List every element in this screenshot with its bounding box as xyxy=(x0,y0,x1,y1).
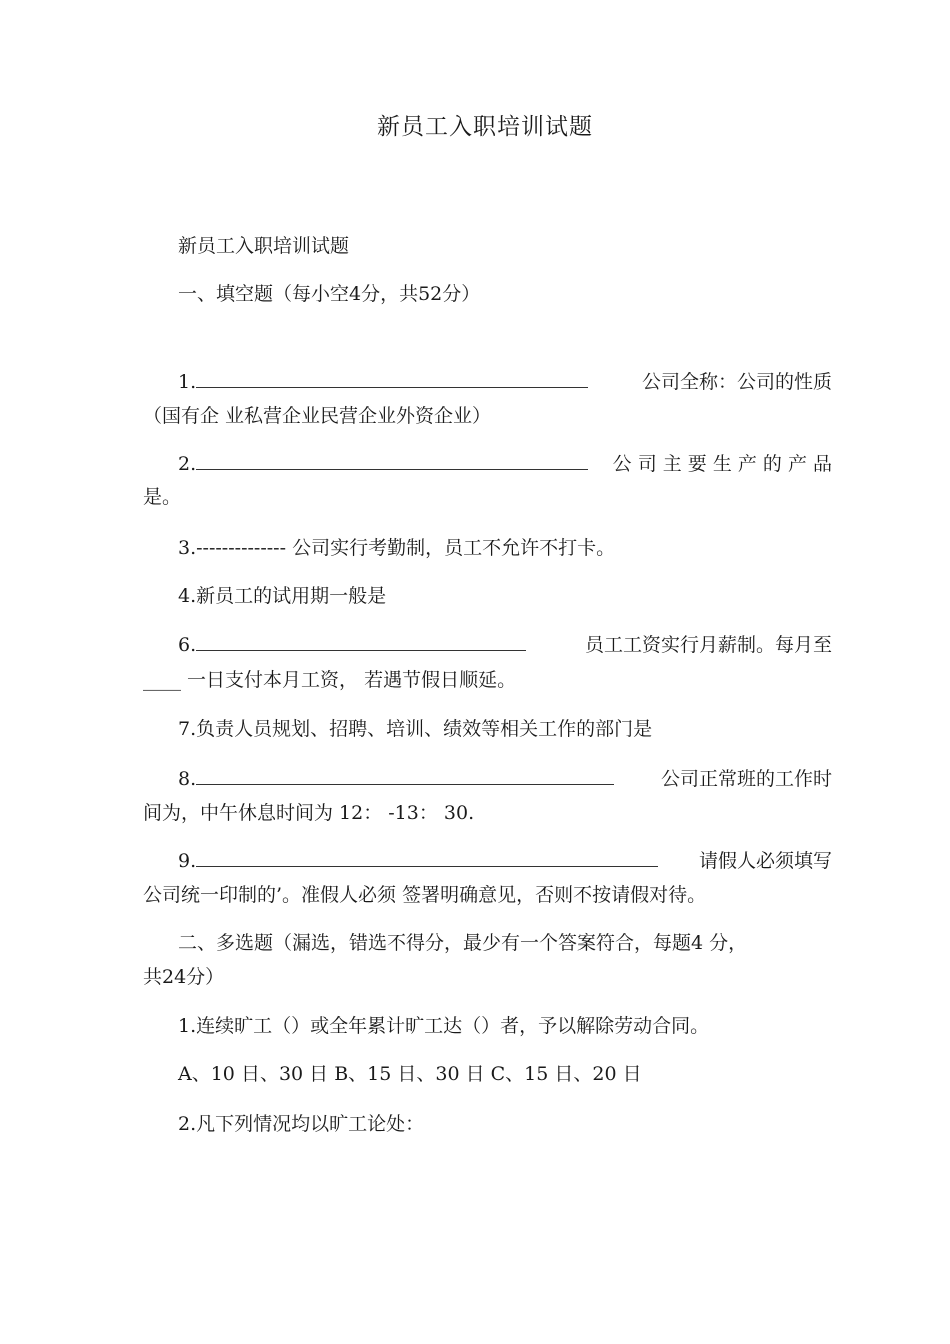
question-7: 7.负责人员规划、招聘、培训、绩效等相关工作的部门是 xyxy=(178,718,653,740)
answer-blank xyxy=(196,766,614,785)
question-8 xyxy=(178,766,620,792)
question-2-continuation: 是。 xyxy=(143,486,182,508)
question-text: 一日支付本月工资， 若遇节假日顺延。 xyxy=(187,669,517,691)
question-4: 4.新员工的试用期一般是 xyxy=(178,585,387,607)
section2-heading-continuation: 共24分） xyxy=(143,966,225,988)
question-1-text: 公司全称：公司的性质 xyxy=(641,371,832,393)
question-2 xyxy=(178,451,594,477)
question-number: 8. xyxy=(178,768,197,790)
question-6-continuation xyxy=(143,667,516,693)
question-3 xyxy=(178,535,615,561)
question-9 xyxy=(178,848,664,874)
question-2-text: 公 司 主 要 生 产 的 产 品 xyxy=(612,453,832,475)
question-8-text: 公司正常班的工作时 xyxy=(660,768,832,790)
page-title: 新员工入职培训试题 xyxy=(377,114,593,140)
question-9-continuation: 公司统一印制的’。准假人必须 签署明确意见，否则不按请假对待。 xyxy=(143,884,707,906)
answer-blank-short: ____ xyxy=(143,669,181,691)
mc-question-1-options: A、10 日、30 日 B、15 日、30 日 C、15 日、20 日 xyxy=(178,1063,642,1085)
mc-question-2: 2.凡下列情况均以旷工论处： xyxy=(178,1113,425,1135)
answer-blank xyxy=(196,632,526,651)
question-number: 6. xyxy=(178,634,197,656)
question-8-continuation: 间为，中午休息时间为 12： -13： 30. xyxy=(143,802,475,824)
question-9-text: 请假人必须填写 xyxy=(698,850,832,872)
answer-blank xyxy=(196,848,658,867)
subtitle: 新员工入职培训试题 xyxy=(178,235,350,257)
question-1 xyxy=(178,369,594,395)
question-number: 2. xyxy=(178,453,197,475)
question-number: 1. xyxy=(178,371,197,393)
question-1-continuation: （国有企 业私营企业民营企业外资企业） xyxy=(143,405,492,427)
question-number: 3.-------------- xyxy=(178,537,287,559)
answer-blank xyxy=(196,369,588,388)
section1-heading: 一、填空题（每小空4分，共52分） xyxy=(178,283,481,305)
section2-heading: 二、多选题（漏选，错选不得分，最少有一个答案符合，每题4 分， xyxy=(178,932,748,954)
mc-question-1: 1.连续旷工（）或全年累计旷工达（）者，予以解除劳动合同。 xyxy=(178,1015,710,1037)
question-text: 公司实行考勤制，员工不允许不打卡。 xyxy=(292,537,616,559)
question-6-text: 员工工资实行月薪制。每月至 xyxy=(584,634,832,656)
question-6 xyxy=(178,632,532,658)
answer-blank xyxy=(196,451,588,470)
question-number: 9. xyxy=(178,850,197,872)
